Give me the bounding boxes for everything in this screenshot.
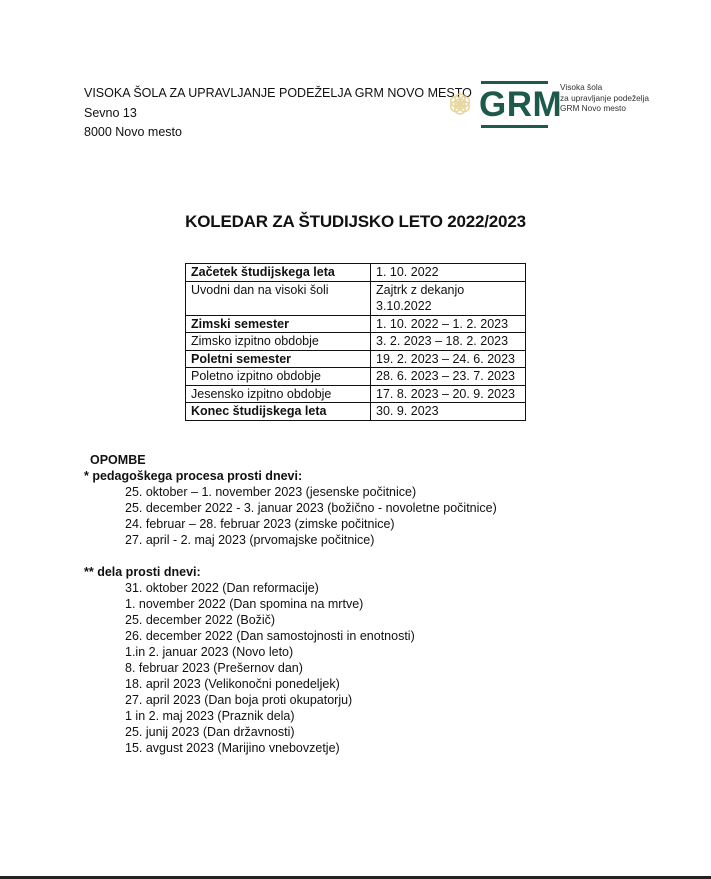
logo-bar-bottom bbox=[481, 125, 548, 128]
document-title: KOLEDAR ZA ŠTUDIJSKO LETO 2022/2023 bbox=[185, 212, 526, 231]
list-item: 25. december 2022 (Božič) bbox=[125, 613, 276, 627]
row-label: Konec študijskega leta bbox=[186, 403, 371, 421]
row-value: 28. 6. 2023 – 23. 7. 2023 bbox=[371, 368, 526, 386]
list-item: 24. februar – 28. februar 2023 (zimske počitnice) bbox=[125, 517, 395, 531]
list-item: 27. april 2023 (Dan boja proti okupatorju) bbox=[125, 693, 353, 707]
flower-of-life-icon bbox=[448, 92, 472, 116]
table-row bbox=[186, 350, 526, 368]
logo-bar-top bbox=[481, 81, 548, 84]
table-row bbox=[186, 368, 526, 386]
row-value-line: 3.10.2022 bbox=[376, 299, 432, 313]
public-holidays-heading: ** dela prosti dnevi: bbox=[84, 565, 201, 579]
table-row bbox=[186, 385, 526, 403]
list-item: 25. oktober – 1. november 2023 (jesenske počitnice) bbox=[125, 485, 417, 499]
row-label: Uvodni dan na visoki šoli bbox=[186, 281, 371, 315]
row-value-line: Zajtrk z dekanjo bbox=[376, 282, 465, 297]
list-item: 27. april - 2. maj 2023 (prvomajske počitnice) bbox=[125, 533, 375, 547]
list-item: 1. november 2022 (Dan spomina na mrtve) bbox=[125, 597, 364, 611]
institution-address bbox=[84, 84, 472, 143]
logo-tagline-line: Visoka šola bbox=[560, 82, 603, 92]
logo-tagline bbox=[560, 82, 649, 114]
row-label: Jesensko izpitno obdobje bbox=[186, 385, 371, 403]
list-item: 18. april 2023 (Velikonočni ponedeljek) bbox=[125, 677, 340, 691]
row-value: 3. 2. 2023 – 18. 2. 2023 bbox=[371, 333, 526, 351]
logo-tagline-line: za upravljanje podeželja bbox=[560, 92, 650, 103]
notes-heading: OPOMBE bbox=[90, 453, 146, 467]
list-item: 25. junij 2023 (Dan državnosti) bbox=[125, 725, 295, 739]
notes-section bbox=[84, 452, 497, 756]
list-item: 8. februar 2023 (Prešernov dan) bbox=[125, 661, 303, 675]
list-item: 26. december 2022 (Dan samostojnosti in enotnosti) bbox=[125, 629, 415, 643]
row-label: Poletni semester bbox=[186, 350, 371, 368]
row-label: Zimski semester bbox=[186, 315, 371, 333]
list-item: 1 in 2. maj 2023 (Praznik dela) bbox=[125, 709, 295, 723]
street-address: Sevno 13 bbox=[84, 105, 137, 120]
postal-city: 8000 Novo mesto bbox=[84, 125, 182, 139]
row-label: Zimsko izpitno obdobje bbox=[186, 333, 371, 351]
list-item: 31. oktober 2022 (Dan reformacije) bbox=[125, 581, 319, 595]
table-row bbox=[186, 315, 526, 333]
row-label: Začetek študijskega leta bbox=[186, 264, 371, 282]
row-label: Poletno izpitno obdobje bbox=[186, 368, 371, 386]
row-value: 17. 8. 2023 – 20. 9. 2023 bbox=[371, 385, 526, 403]
academic-calendar-table bbox=[185, 263, 526, 421]
grm-logo bbox=[448, 80, 668, 130]
table-row bbox=[186, 403, 526, 421]
list-item: 15. avgust 2023 (Marijino vnebovzetje) bbox=[125, 741, 340, 755]
institution-name: VISOKA ŠOLA ZA UPRAVLJANJE PODEŽELJA GRM NOVO MESTO bbox=[84, 86, 472, 100]
table-row bbox=[186, 264, 526, 282]
row-value: 1. 10. 2022 – 1. 2. 2023 bbox=[371, 315, 526, 333]
row-value bbox=[371, 281, 526, 315]
logo-tagline-line: GRM Novo mesto bbox=[560, 103, 626, 113]
row-value: 1. 10. 2022 bbox=[371, 264, 526, 282]
list-item: 1.in 2. januar 2023 (Novo leto) bbox=[125, 645, 294, 659]
row-value: 19. 2. 2023 – 24. 6. 2023 bbox=[371, 350, 526, 368]
table-row bbox=[186, 333, 526, 351]
pedagogical-free-days-heading: * pedagoškega procesa prosti dnevi: bbox=[84, 469, 303, 483]
table-row bbox=[186, 281, 526, 315]
list-item: 25. december 2022 - 3. januar 2023 (božično - novoletne počitnice) bbox=[125, 501, 497, 515]
spacer bbox=[84, 548, 497, 564]
row-value: 30. 9. 2023 bbox=[371, 403, 526, 421]
logo-mark: GRM bbox=[479, 85, 563, 124]
